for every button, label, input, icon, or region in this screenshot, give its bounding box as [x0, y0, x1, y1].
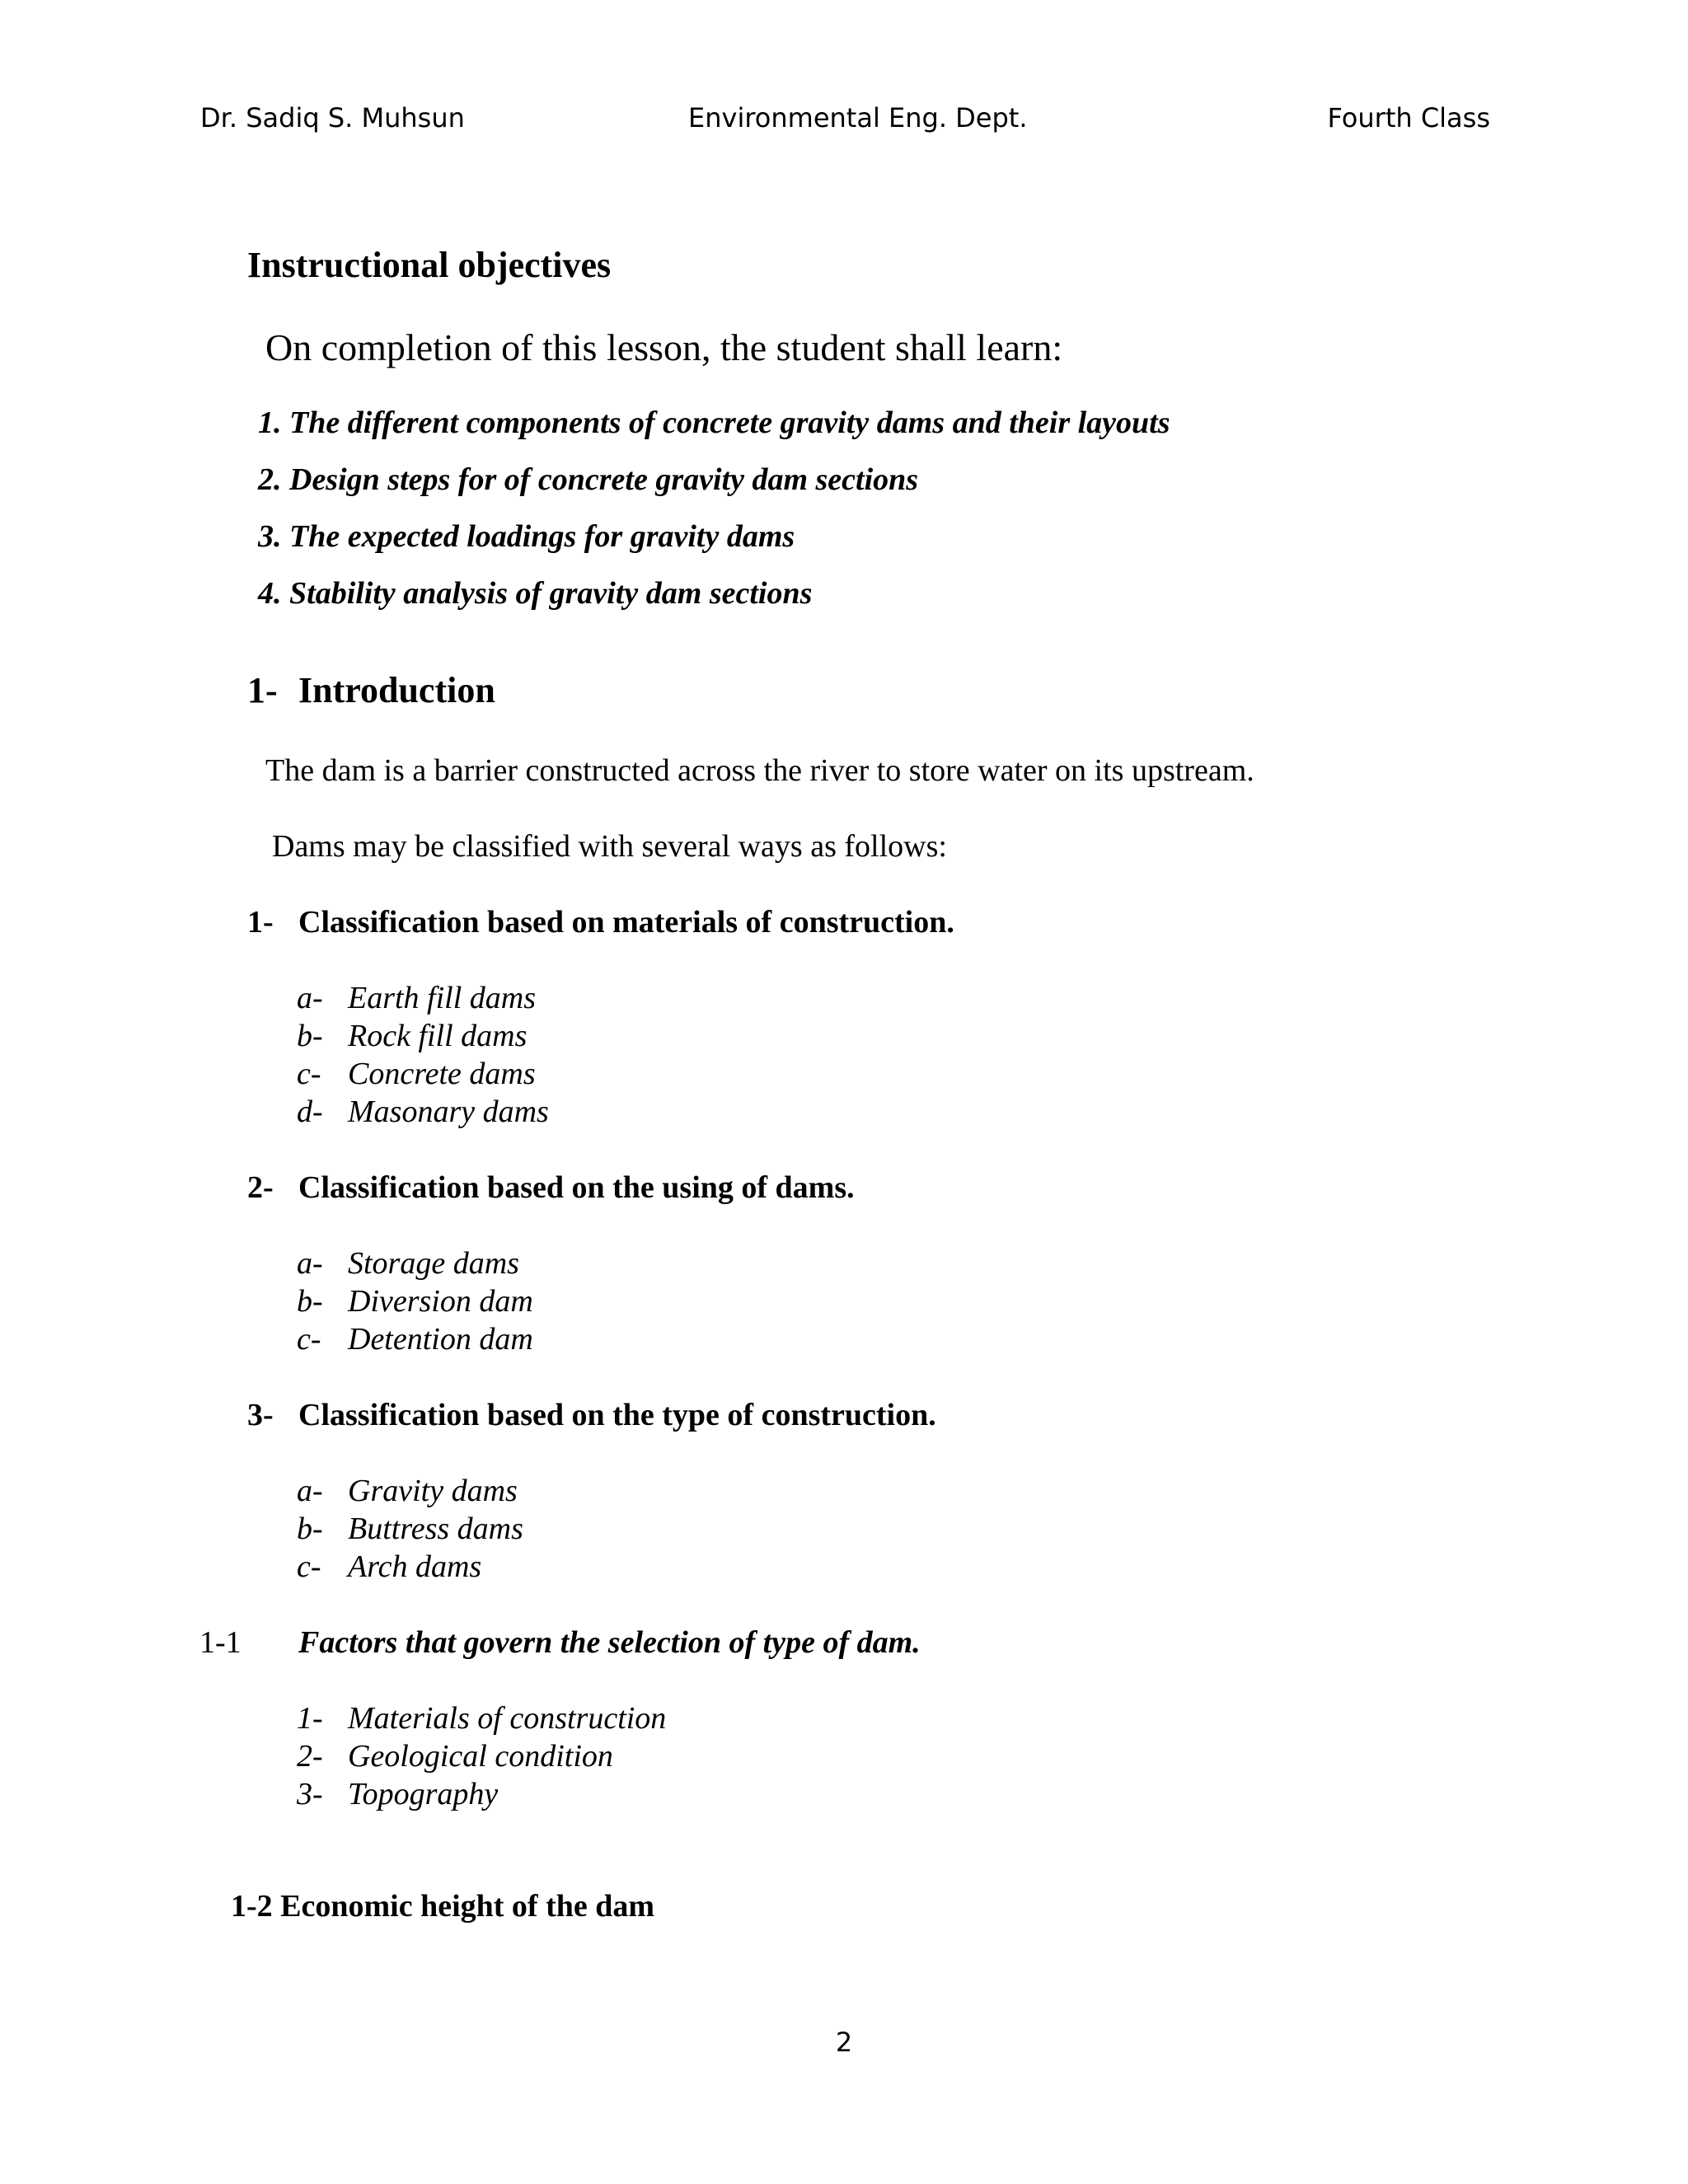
list-text: Materials of construction [348, 1701, 667, 1736]
introduction-heading [0, 669, 1688, 712]
list-text: Topography [348, 1777, 499, 1811]
list-marker: c- [297, 1322, 321, 1357]
list-marker: 2- [297, 1739, 323, 1774]
list-marker: c- [297, 1549, 321, 1584]
list-marker: d- [297, 1094, 323, 1129]
classification-1-number: 1- [247, 905, 274, 940]
classification-2-heading [0, 1169, 1688, 1207]
objective-item-4: 4. Stability analysis of gravity dam sections [258, 576, 813, 611]
list-marker: 1- [297, 1701, 323, 1736]
list-text: Rock fill dams [348, 1019, 528, 1053]
introduction-paragraph-1: The dam is a barrier constructed across the river to store water on its upstream. [265, 753, 1254, 788]
classification-1-title: Classification based on materials of construction. [298, 905, 954, 940]
header-class: Fourth Class [1327, 102, 1490, 134]
list-marker: b- [297, 1019, 323, 1053]
list-text: Concrete dams [348, 1057, 536, 1091]
objectives-intro: On completion of this lesson, the student shall learn: [265, 326, 1063, 368]
objective-item-2: 2. Design steps for of concrete gravity dam sections [258, 462, 919, 497]
list-text: Diversion dam [348, 1284, 533, 1319]
list-marker: b- [297, 1284, 323, 1319]
list-marker: a- [297, 1474, 323, 1508]
list-text: Masonary dams [348, 1094, 549, 1129]
classification-3-number: 3- [247, 1398, 274, 1432]
list-marker: 3- [297, 1777, 323, 1811]
factors-title: Factors that govern the selection of type of dam. [298, 1625, 921, 1660]
header-author: Dr. Sadiq S. Muhsun [200, 102, 465, 134]
classification-3-heading [0, 1396, 1688, 1434]
list-text: Arch dams [348, 1549, 482, 1584]
list-text: Detention dam [348, 1322, 533, 1357]
objective-item-1: 1. The different components of concrete gravity dams and their layouts [258, 405, 1170, 440]
classification-2-title: Classification based on the using of dams. [298, 1170, 855, 1205]
list-text: Geological condition [348, 1739, 613, 1774]
list-text: Buttress dams [348, 1511, 523, 1546]
list-text: Storage dams [348, 1246, 519, 1281]
classification-1-heading [0, 903, 1688, 941]
classification-2-number: 2- [247, 1170, 274, 1205]
objectives-heading: Instructional objectives [247, 245, 612, 285]
introduction-number: 1- [247, 670, 278, 710]
economic-height-heading: 1-2 Economic height of the dam [231, 1889, 655, 1924]
page-number: 2 [835, 2027, 853, 2058]
list-marker: a- [297, 1246, 323, 1281]
list-text: Earth fill dams [348, 981, 537, 1015]
list-marker: c- [297, 1057, 321, 1091]
classification-3-title: Classification based on the type of construction. [298, 1398, 936, 1432]
list-marker: a- [297, 981, 323, 1015]
factors-number: 1-1 [199, 1625, 241, 1660]
header-department: Environmental Eng. Dept. [688, 102, 1028, 134]
list-marker: b- [297, 1511, 323, 1546]
introduction-title: Introduction [298, 670, 495, 710]
objective-item-3: 3. The expected loadings for gravity dams [258, 519, 795, 554]
introduction-paragraph-2: Dams may be classified with several ways as follows: [272, 829, 947, 864]
list-text: Gravity dams [348, 1474, 518, 1508]
